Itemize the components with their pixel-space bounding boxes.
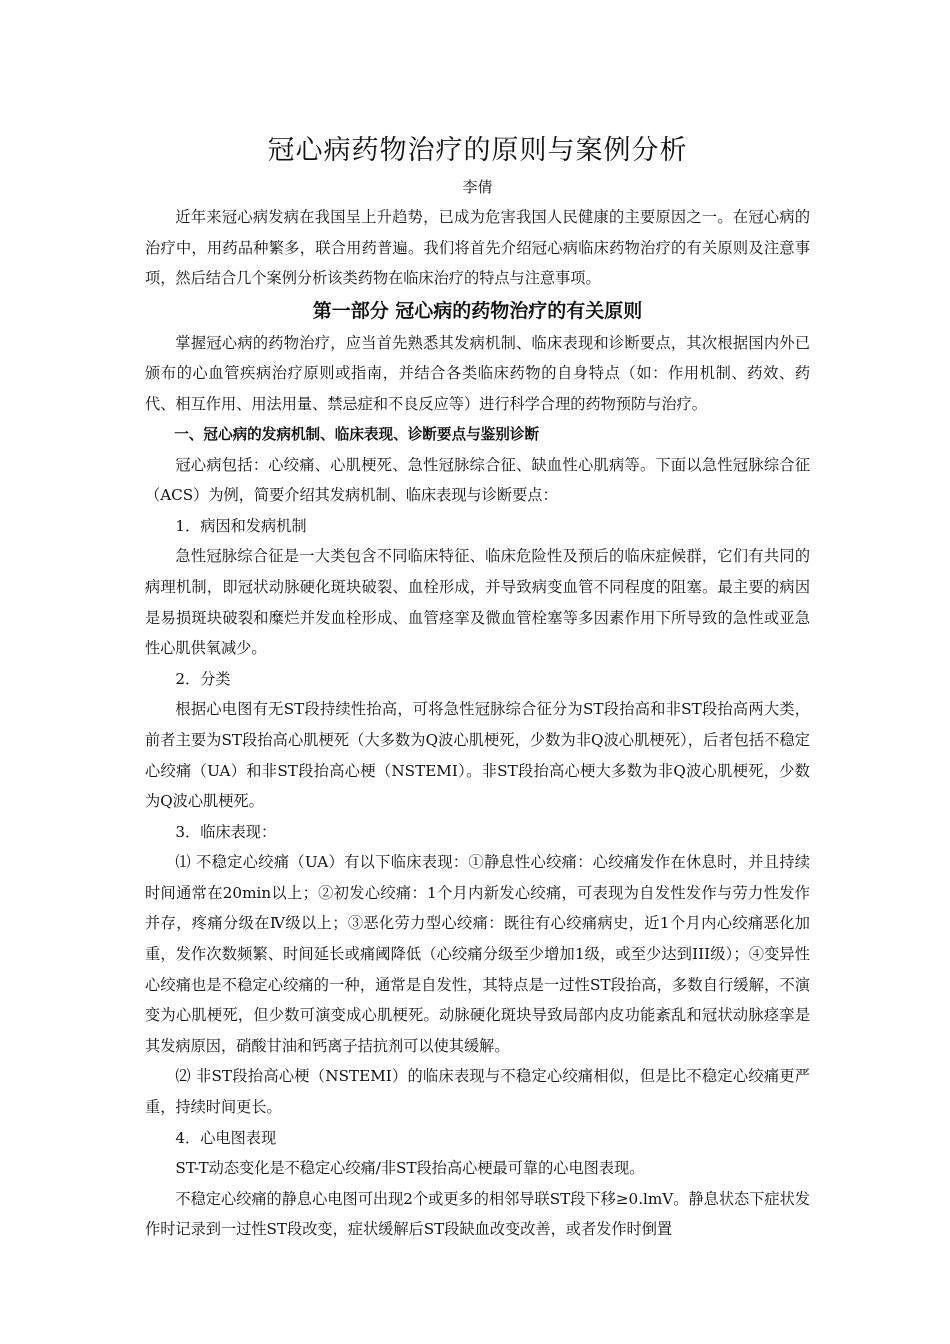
part1-intro-paragraph: 掌握冠心病的药物治疗，应当首先熟悉其发病机制、临床表现和诊断要点，其次根据国内外已颁布的心血管疾病治疗原则或指南，并结合各类临床药物的自身特点（如：作用机制、药效、药代、相互作用、用法用量、禁忌症和不良反应等）进行科学合理的药物预防与治疗。 <box>145 333 810 413</box>
document-author: 李倩 <box>462 178 493 196</box>
intro-paragraph: 近年来冠心病发病在我国呈上升趋势，已成为危害我国人民健康的主要原因之一。在冠心病的治疗中，用药品种繁多，联合用药普遍。我们将首先介绍冠心病临床药物治疗的有关原则及注意事项，然后结合几个案例分析该类药物在临床治疗的特点与注意事项。 <box>145 208 810 288</box>
subsection-ecg-paragraph-1: ST-T动态变化是不稳定心绞痛/非ST段抬高心梗最可靠的心电图表现。 <box>175 1159 645 1178</box>
subsection-ecg-paragraph-2: 不稳定心绞痛的静息心电图可出现2个或更多的相邻导联ST段下移≥0.lmV。静息状态下症状发作时记录到一过性ST段改变，症状缓解后ST段缺血改变改善，或者发作时倒置 <box>145 1189 810 1239</box>
part1-heading: 第一部分 冠心病的药物治疗的有关原则 <box>312 299 643 322</box>
section1-heading: 一、冠心病的发病机制、临床表现、诊断要点与鉴别诊断 <box>174 425 540 443</box>
subsection-ecg-heading: 4．心电图表现 <box>175 1128 277 1147</box>
subsection-classification-heading: 2．分类 <box>175 669 231 688</box>
subsection-classification-paragraph: 根据心电图有无ST段持续性抬高，可将急性冠脉综合征分为ST段抬高和非ST段抬高两大类，前者主要为ST段抬高心肌梗死（大多数为Q波心肌梗死，少数为非Q波心肌梗死），后者包括不稳定心绞痛（UA）和非ST段抬高心梗（NSTEMI）。非ST段抬高心梗大多数为非Q波心肌梗死，少数为Q波心肌梗死。 <box>145 700 810 811</box>
subsection-clinical-paragraph-nstemi: ⑵ 非ST段抬高心梗（NSTEMI）的临床表现与不稳定心绞痛相似，但是比不稳定心绞痛更严重，持续时间更长。 <box>145 1067 810 1117</box>
document-body <box>145 128 810 1245</box>
subsection-clinical-heading: 3．临床表现： <box>175 822 277 841</box>
document-title: 冠心病药物治疗的原则与案例分析 <box>267 135 688 166</box>
subsection-etiology-heading: 1．病因和发病机制 <box>175 516 307 535</box>
section1-intro-paragraph: 冠心病包括：心绞痛、心肌梗死、急性冠脉综合征、缺血性心肌病等。下面以急性冠脉综合征（ACS）为例，简要介绍其发病机制、临床表现与诊断要点： <box>145 455 810 505</box>
subsection-etiology-paragraph: 急性冠脉综合征是一大类包含不同临床特征、临床危险性及预后的临床症候群，它们有共同的病理机制，即冠状动脉硬化斑块破裂、血栓形成，并导致病变血管不同程度的阻塞。最主要的病因是易损斑块破裂和糜烂并发血栓形成、血管痉挛及微血管栓塞等多因素作用下所导致的急性或亚急性心肌供氧减少。 <box>145 547 810 658</box>
subsection-clinical-paragraph-ua: ⑴ 不稳定心绞痛（UA）有以下临床表现：①静息性心绞痛：心绞痛发作在休息时，并且持续时间通常在20min以上；②初发心绞痛：1个月内新发心绞痛，可表现为自发性发作与劳力性发作并存，疼痛分级在Ⅳ级以上；③恶化劳力型心绞痛：既往有心绞痛病史，近1个月内心绞痛恶化加重，发作次数频繁、时间延长或痛阈降低（心绞痛分级至少增加1级，或至少达到III级）；④变异性心绞痛也是不稳定心绞痛的一种，通常是自发性，其特点是一过性ST段抬高，多数自行缓解，不演变为心肌梗死，但少数可演变成心肌梗死。动脉硬化斑块导致局部内皮功能紊乱和冠状动脉痉挛是其发病原因，硝酸甘油和钙离子拮抗剂可以使其缓解。 <box>145 853 810 1055</box>
